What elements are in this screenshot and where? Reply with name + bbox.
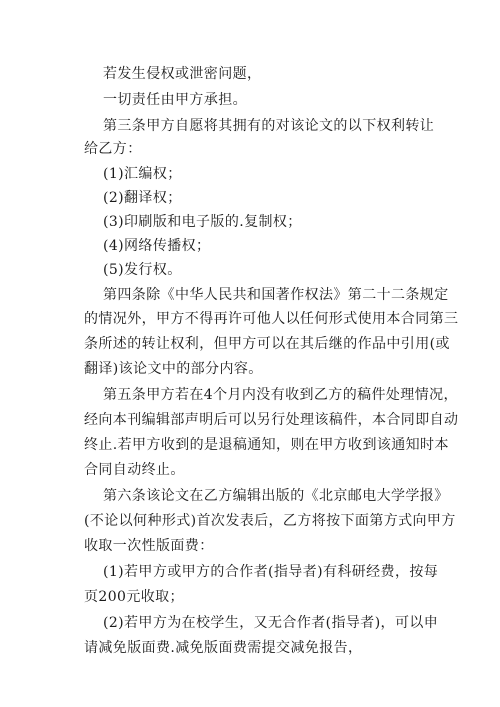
paragraph-article-4-line-2: 的情况外，甲方不得再许可他人以任何形式使用本合同第三 [84, 311, 459, 327]
paragraph-article-5-line-1: 第五条甲方若在4个月内没有收到乙方的稿件处理情况， [103, 387, 458, 403]
text-line-1: 若发生侵权或泄密问题， [103, 66, 262, 82]
fee-item-2-line-2: 请减免版面费.减免版面费需提交减免报告， [84, 640, 363, 656]
paragraph-article-6-line-2: (不论以何种形式)首次发表后，乙方将按下面第方式向甲方 [84, 513, 456, 529]
list-item-1: (1)汇编权； [103, 166, 182, 182]
list-item-2: (2)翻译权； [103, 190, 182, 206]
paragraph-article-4-line-3: 条所述的转让权利，但甲方可以在其后继的作品中引用(或 [84, 336, 450, 352]
list-item-3: (3)印刷版和电子版的.复制权； [103, 214, 302, 230]
paragraph-article-3-line-2: 给乙方： [84, 141, 142, 157]
paragraph-article-5-line-2: 经向本刊编辑部声明后可以另行处理该稿件，本合同即自动 [84, 412, 459, 428]
list-item-5: (5)发行权。 [103, 262, 182, 278]
fee-item-1-line-1: (1)若甲方或甲方的合作者(指导者)有科研经费，按每 [103, 564, 439, 580]
text-line-2: 一切责任由甲方承担。 [103, 92, 247, 108]
fee-item-2-line-1: (2)若甲方为在校学生，又无合作者(指导者)，可以申 [103, 615, 439, 631]
paragraph-article-3-line-1: 第三条甲方自愿将其拥有的对该论文的以下权利转让 [103, 118, 435, 134]
paragraph-article-5-line-3: 终止.若甲方收到的是退稿通知，则在甲方收到该通知时本 [84, 437, 449, 453]
paragraph-article-4-line-1: 第四条除《中华人民共和国著作权法》第二十二条规定 [103, 287, 449, 303]
list-item-4: (4)网络传播权； [103, 238, 211, 254]
paragraph-article-4-line-4: 翻译)该论文中的部分内容。 [84, 361, 263, 377]
paragraph-article-6-line-1: 第六条该论文在乙方编辑出版的《北京邮电大学学报》 [103, 488, 449, 504]
paragraph-article-5-line-4: 合同自动终止。 [84, 462, 185, 478]
paragraph-article-6-line-3: 收取一次性版面费： [84, 538, 214, 554]
fee-item-1-line-2: 页200元收取； [84, 589, 184, 605]
